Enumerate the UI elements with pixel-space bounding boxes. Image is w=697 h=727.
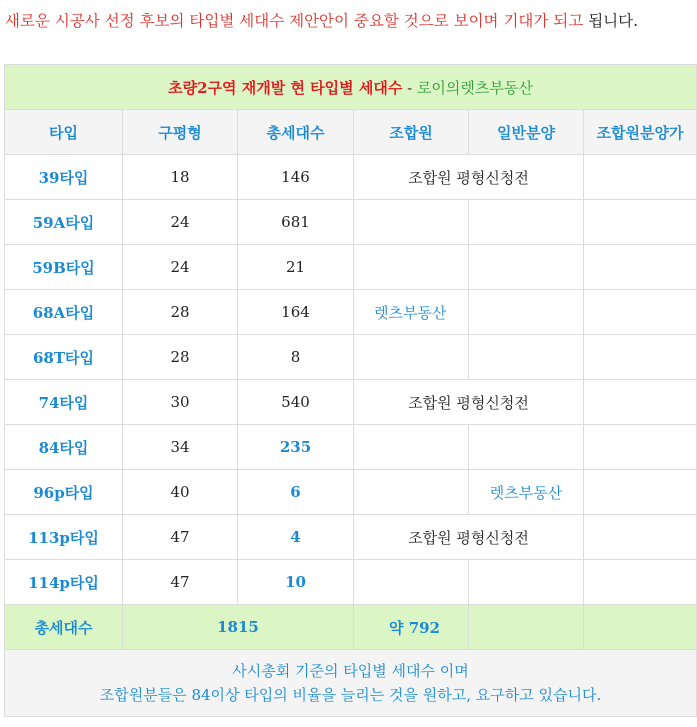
intro-dark-text: 됩니다. (583, 12, 639, 30)
table-row (5, 470, 697, 515)
total-member-units: 약 792 (354, 605, 469, 650)
total-row (5, 605, 697, 650)
table-row (5, 425, 697, 470)
row-general-sale (469, 245, 584, 290)
table-row (5, 380, 697, 425)
table-title-separator: - (402, 78, 417, 97)
header-member-price: 조합원분양가 (584, 110, 697, 155)
row-member-price (584, 290, 697, 335)
row-member (354, 470, 469, 515)
row-note: 조합원 평형신청전 (354, 380, 584, 425)
row-general-sale (469, 425, 584, 470)
row-general-sale (469, 335, 584, 380)
row-member-price (584, 335, 697, 380)
row-type: 59B타입 (5, 245, 123, 290)
table-row (5, 560, 697, 605)
row-type: 113p타입 (5, 515, 123, 560)
row-pyeong: 40 (123, 470, 238, 515)
total-units: 1815 (123, 605, 354, 650)
unit-type-table (4, 64, 697, 717)
row-general-sale (469, 560, 584, 605)
row-note: 조합원 평형신청전 (354, 155, 584, 200)
table-title-main: 초량2구역 재개발 현 타입별 세대수 (168, 78, 403, 97)
row-member (354, 425, 469, 470)
row-member-price (584, 245, 697, 290)
row-general-sale (469, 200, 584, 245)
footer-row (5, 650, 697, 717)
row-member-agent: 렛츠부동산 (354, 290, 469, 335)
table-row (5, 200, 697, 245)
header-general-sale: 일반분양 (469, 110, 584, 155)
row-member-price (584, 155, 697, 200)
table-title-agent: 로이의렛츠부동산 (416, 78, 533, 97)
row-member-price (584, 470, 697, 515)
footer-note (5, 650, 697, 717)
total-general-sale (469, 605, 584, 650)
intro-text (5, 10, 638, 32)
table-row (5, 335, 697, 380)
row-member-price (584, 425, 697, 470)
row-type: 59A타입 (5, 200, 123, 245)
table-header-row (5, 110, 697, 155)
row-units: 10 (238, 560, 354, 605)
table-row (5, 290, 697, 335)
footer-line-2: 조합원분들은 84이상 타입의 비율을 늘리는 것을 원하고, 요구하고 있습니다. (99, 686, 602, 704)
row-type: 84타입 (5, 425, 123, 470)
row-pyeong: 28 (123, 290, 238, 335)
row-pyeong: 34 (123, 425, 238, 470)
table-row (5, 155, 697, 200)
row-units: 4 (238, 515, 354, 560)
row-pyeong: 47 (123, 515, 238, 560)
row-member (354, 560, 469, 605)
table-title-row (5, 65, 697, 110)
table-title (5, 65, 697, 110)
row-member (354, 200, 469, 245)
row-member-price (584, 560, 697, 605)
row-units: 540 (238, 380, 354, 425)
row-units: 21 (238, 245, 354, 290)
row-pyeong: 47 (123, 560, 238, 605)
row-member (354, 335, 469, 380)
row-pyeong: 30 (123, 380, 238, 425)
row-units: 6 (238, 470, 354, 515)
row-units: 235 (238, 425, 354, 470)
table-row (5, 515, 697, 560)
row-pyeong: 24 (123, 200, 238, 245)
row-type: 68A타입 (5, 290, 123, 335)
row-type: 39타입 (5, 155, 123, 200)
row-type: 96p타입 (5, 470, 123, 515)
header-total-units: 총세대수 (238, 110, 354, 155)
row-units: 8 (238, 335, 354, 380)
row-general-agent: 렛츠부동산 (469, 470, 584, 515)
row-units: 681 (238, 200, 354, 245)
row-member-price (584, 380, 697, 425)
row-general-sale (469, 290, 584, 335)
row-units: 164 (238, 290, 354, 335)
table-row (5, 245, 697, 290)
header-member: 조합원 (354, 110, 469, 155)
row-type: 114p타입 (5, 560, 123, 605)
total-label: 총세대수 (5, 605, 123, 650)
row-pyeong: 28 (123, 335, 238, 380)
row-pyeong: 24 (123, 245, 238, 290)
row-note: 조합원 평형신청전 (354, 515, 584, 560)
header-pyeong: 구평형 (123, 110, 238, 155)
row-member (354, 245, 469, 290)
row-units: 146 (238, 155, 354, 200)
row-member-price (584, 515, 697, 560)
footer-line-1: 사시총회 기준의 타입별 세대수 이며 (232, 662, 469, 680)
intro-red-text: 새로운 시공사 선정 후보의 타입별 세대수 제안안이 중요할 것으로 보이며 기대가 되고 (5, 12, 584, 30)
total-member-price (584, 605, 697, 650)
row-pyeong: 18 (123, 155, 238, 200)
row-member-price (584, 200, 697, 245)
header-type: 타입 (5, 110, 123, 155)
row-type: 74타입 (5, 380, 123, 425)
row-type: 68T타입 (5, 335, 123, 380)
